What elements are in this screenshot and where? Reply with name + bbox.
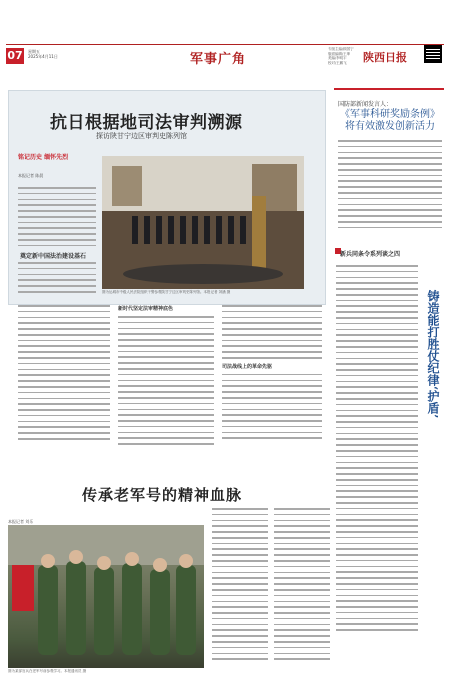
text-line [336, 589, 418, 591]
section-head-2: 司法战线上的革命先驱 [222, 363, 273, 370]
text-line [222, 311, 322, 313]
text-line [212, 572, 268, 574]
text-line [18, 239, 96, 241]
text-line [336, 288, 418, 290]
text-line [18, 227, 96, 229]
text-line [18, 193, 96, 195]
text-line [222, 437, 322, 439]
text-line [338, 175, 442, 177]
text-line [336, 496, 418, 498]
editors-credit [328, 47, 354, 65]
text-line [338, 163, 442, 165]
text-line [338, 186, 442, 188]
text-line [336, 438, 418, 440]
text-line [336, 473, 418, 475]
text-line [336, 282, 418, 284]
text-line [338, 180, 442, 182]
text-line [338, 146, 442, 148]
text-line [222, 345, 322, 347]
text-line [274, 618, 330, 620]
text-line [222, 409, 322, 411]
text-line [212, 537, 268, 539]
text-line [336, 629, 418, 631]
text-line [18, 305, 110, 307]
museum-scene-illustration [102, 156, 304, 289]
text-line [336, 450, 418, 452]
text-line [212, 606, 268, 608]
text-line [118, 351, 214, 353]
text-line [274, 531, 330, 533]
text-line [336, 433, 418, 435]
text-line [118, 437, 214, 439]
opinion-title: 铸造能打胜仗纪律‘护盾’ [426, 290, 440, 419]
text-line [336, 502, 418, 504]
text-line [336, 323, 418, 325]
text-line [18, 317, 110, 319]
text-line [18, 216, 96, 218]
text-line [336, 311, 418, 313]
text-line [338, 198, 442, 200]
text-line [336, 548, 418, 550]
text-line [222, 351, 322, 353]
text-line [336, 543, 418, 545]
text-line [18, 328, 110, 330]
text-line [18, 187, 96, 189]
text-line [336, 514, 418, 516]
text-line [274, 520, 330, 522]
text-line [18, 369, 110, 371]
text-line [336, 525, 418, 527]
text-line [274, 508, 330, 510]
text-line [118, 409, 214, 411]
text-line [118, 420, 214, 422]
text-line [18, 380, 110, 382]
text-line [18, 345, 110, 347]
text-line [212, 583, 268, 585]
text-line [118, 403, 214, 405]
lead-story-body-columns [18, 305, 323, 465]
text-line [274, 612, 330, 614]
text-line [222, 357, 322, 359]
text-line [222, 380, 322, 382]
text-line [336, 404, 418, 406]
bottom-photo-caption: 图为某部官兵在老军号前参观学习。本报通讯员 摄 [8, 669, 87, 673]
text-line [212, 618, 268, 620]
text-line [212, 520, 268, 522]
text-line [222, 414, 322, 416]
bottom-story-photo [8, 525, 204, 668]
text-line [338, 227, 442, 229]
text-line [212, 508, 268, 510]
text-line [338, 221, 442, 223]
text-line [118, 356, 214, 358]
text-line [336, 595, 418, 597]
text-line [336, 508, 418, 510]
text-line [336, 265, 418, 267]
text-line [274, 572, 330, 574]
text-line [336, 358, 418, 360]
editor-line: 校对/王鹏飞 [328, 60, 347, 65]
text-line [336, 398, 418, 400]
text-line [274, 583, 330, 585]
text-line [118, 391, 214, 393]
lead-story-photo [102, 156, 304, 289]
text-line [212, 635, 268, 637]
text-line [336, 352, 418, 354]
text-line [118, 374, 214, 376]
text-line [18, 210, 96, 212]
text-line [274, 635, 330, 637]
text-line [274, 554, 330, 556]
section-title: 军事广角 [190, 52, 247, 67]
text-line [336, 612, 418, 614]
text-line [274, 589, 330, 591]
text-line [336, 271, 418, 273]
text-line [336, 467, 418, 469]
text-line [18, 199, 96, 201]
text-line [222, 328, 322, 330]
text-line [18, 351, 110, 353]
body-column-3 [222, 305, 322, 443]
text-line [336, 329, 418, 331]
text-line [274, 624, 330, 626]
text-line [336, 392, 418, 394]
editor-line: 专版主编/顾国宁 [328, 47, 354, 51]
text-line [118, 333, 214, 335]
lead-story-photo-caption: 图为运城市中级人民法院组织干警参观陕甘宁边区审判史陈列馆。本报记者 刘涵 摄 [102, 290, 231, 294]
bottom-byline: 本报记者 刘乐 [8, 519, 34, 524]
text-line [336, 381, 418, 383]
text-line [338, 215, 442, 217]
lead-story-subhead: 奠定新中国法治建设基石 [20, 253, 87, 260]
bottom-story-body [212, 508, 330, 678]
text-line [336, 375, 418, 377]
lead-story-subtitle: 探访陕甘宁边区审判史陈列馆 [96, 132, 187, 140]
text-line [118, 380, 214, 382]
text-line [18, 334, 110, 336]
text-line [336, 456, 418, 458]
text-line [118, 426, 214, 428]
date-info [28, 49, 58, 59]
text-line [336, 566, 418, 568]
text-line [212, 641, 268, 643]
text-line [336, 277, 418, 279]
lead-story-body-left-2 [18, 262, 96, 302]
section-head-1: 新时代坚定法审精神底色 [118, 306, 174, 312]
text-line [18, 392, 110, 394]
page-number: 07 [7, 49, 23, 62]
text-line [118, 328, 214, 330]
sidebar-news-body [338, 140, 442, 235]
text-line [18, 322, 110, 324]
text-line [274, 653, 330, 655]
bottom-photo-badge [12, 565, 34, 611]
text-line [336, 479, 418, 481]
text-line [336, 369, 418, 371]
text-line [336, 519, 418, 521]
text-line [212, 601, 268, 603]
text-line [18, 222, 96, 224]
text-line [336, 462, 418, 464]
text-line [222, 374, 322, 376]
bottom-body-column-1 [212, 508, 268, 664]
text-line [212, 629, 268, 631]
text-line [274, 537, 330, 539]
text-line [336, 618, 418, 620]
text-line [212, 624, 268, 626]
body-column-2 [118, 305, 214, 449]
text-line [118, 339, 214, 341]
qr-code-icon [424, 45, 442, 63]
text-line [18, 279, 96, 281]
text-line [118, 432, 214, 434]
text-line [18, 340, 110, 342]
text-line [222, 403, 322, 405]
lead-story-body-left [18, 162, 96, 248]
sidebar-news-kicker: 国防部新闻发言人： [338, 101, 393, 108]
text-line [222, 432, 322, 434]
text-line [18, 398, 110, 400]
text-line [336, 554, 418, 556]
opinion-series-tag: 新兵同条令系列谈之四 [340, 251, 401, 258]
text-line [118, 385, 214, 387]
text-line [336, 334, 418, 336]
text-line [18, 262, 96, 264]
text-line [274, 577, 330, 579]
text-line [336, 537, 418, 539]
text-line [18, 386, 110, 388]
text-line [212, 658, 268, 660]
text-line [274, 566, 330, 568]
text-line [18, 285, 96, 287]
text-line [336, 410, 418, 412]
text-line [118, 345, 214, 347]
text-line [336, 444, 418, 446]
text-line [336, 490, 418, 492]
text-line [274, 543, 330, 545]
text-line [336, 340, 418, 342]
soldiers-scene-illustration [8, 525, 204, 668]
text-line [18, 432, 110, 434]
text-line [274, 525, 330, 527]
text-line [212, 589, 268, 591]
text-line [18, 274, 96, 276]
text-line [336, 294, 418, 296]
text-line [274, 514, 330, 516]
text-line [274, 606, 330, 608]
text-line [18, 204, 96, 206]
text-line [18, 245, 96, 247]
text-line [336, 386, 418, 388]
text-line [336, 415, 418, 417]
date-line-date: 2025年4月11日 [28, 54, 58, 59]
text-line [338, 140, 442, 142]
text-line [336, 305, 418, 307]
text-line [18, 374, 110, 376]
text-line [118, 362, 214, 364]
text-line [274, 629, 330, 631]
text-line [18, 291, 96, 293]
text-line [212, 566, 268, 568]
text-line [336, 485, 418, 487]
text-line [212, 560, 268, 562]
sidebar-news-headline: 《军事科研奖励条例》将有效激发创新活力 [340, 109, 440, 132]
text-line [118, 397, 214, 399]
text-line [222, 426, 322, 428]
text-line [274, 641, 330, 643]
text-line [212, 595, 268, 597]
text-line [336, 583, 418, 585]
text-line [336, 623, 418, 625]
text-line [118, 443, 214, 445]
text-line [18, 403, 110, 405]
lead-byline: 本报记者 陈晨 [18, 173, 44, 178]
text-line [212, 531, 268, 533]
text-line [212, 514, 268, 516]
text-line [336, 300, 418, 302]
text-line [222, 334, 322, 336]
text-line [118, 322, 214, 324]
text-line [338, 169, 442, 171]
text-line [222, 317, 322, 319]
text-line [222, 420, 322, 422]
text-line [118, 368, 214, 370]
text-line [338, 152, 442, 154]
text-line [274, 595, 330, 597]
text-line [222, 391, 322, 393]
text-line [338, 192, 442, 194]
text-line [18, 438, 110, 440]
text-line [274, 560, 330, 562]
text-line [336, 560, 418, 562]
text-line [18, 233, 96, 235]
text-line [336, 571, 418, 573]
text-line [336, 317, 418, 319]
text-line [336, 346, 418, 348]
bottom-story-intro [8, 508, 204, 524]
text-line [338, 204, 442, 206]
date-line-weekday: 星期五 [28, 49, 40, 54]
text-line [212, 647, 268, 649]
text-line [118, 414, 214, 416]
text-line [336, 427, 418, 429]
text-line [212, 612, 268, 614]
paper-logo: 陕西日报 [363, 51, 407, 64]
opinion-body [336, 265, 418, 675]
text-line [18, 421, 110, 423]
text-line [338, 209, 442, 211]
text-line [18, 415, 110, 417]
editor-line: 版面编辑/王坤 [328, 51, 351, 56]
text-line [336, 531, 418, 533]
text-line [336, 363, 418, 365]
text-line [336, 577, 418, 579]
text-line [338, 157, 442, 159]
text-line [18, 426, 110, 428]
text-line [212, 577, 268, 579]
text-line [212, 554, 268, 556]
text-line [18, 268, 96, 270]
bottom-body-column-2 [274, 508, 330, 664]
editor-line: 美编/李明宇 [328, 56, 347, 60]
text-line [274, 647, 330, 649]
text-line [222, 340, 322, 342]
text-line [274, 601, 330, 603]
text-line [336, 421, 418, 423]
bottom-story-title: 传承老军号的精神血脉 [82, 486, 243, 504]
text-line [212, 525, 268, 527]
text-line [118, 316, 214, 318]
text-line [18, 311, 110, 313]
text-line [212, 543, 268, 545]
text-line [336, 606, 418, 608]
lead-story-title: 抗日根据地司法审判溯源 [50, 113, 243, 133]
text-line [18, 357, 110, 359]
text-line [212, 653, 268, 655]
text-line [18, 363, 110, 365]
text-line [336, 600, 418, 602]
text-line [274, 548, 330, 550]
text-line [222, 322, 322, 324]
body-column-1 [18, 305, 110, 444]
text-line [18, 409, 110, 411]
text-line [212, 548, 268, 550]
text-line [222, 397, 322, 399]
lead-story-column-tag: 铭记历史 缅怀先烈 [18, 154, 69, 161]
text-line [222, 305, 322, 307]
text-line [222, 385, 322, 387]
text-line [274, 658, 330, 660]
